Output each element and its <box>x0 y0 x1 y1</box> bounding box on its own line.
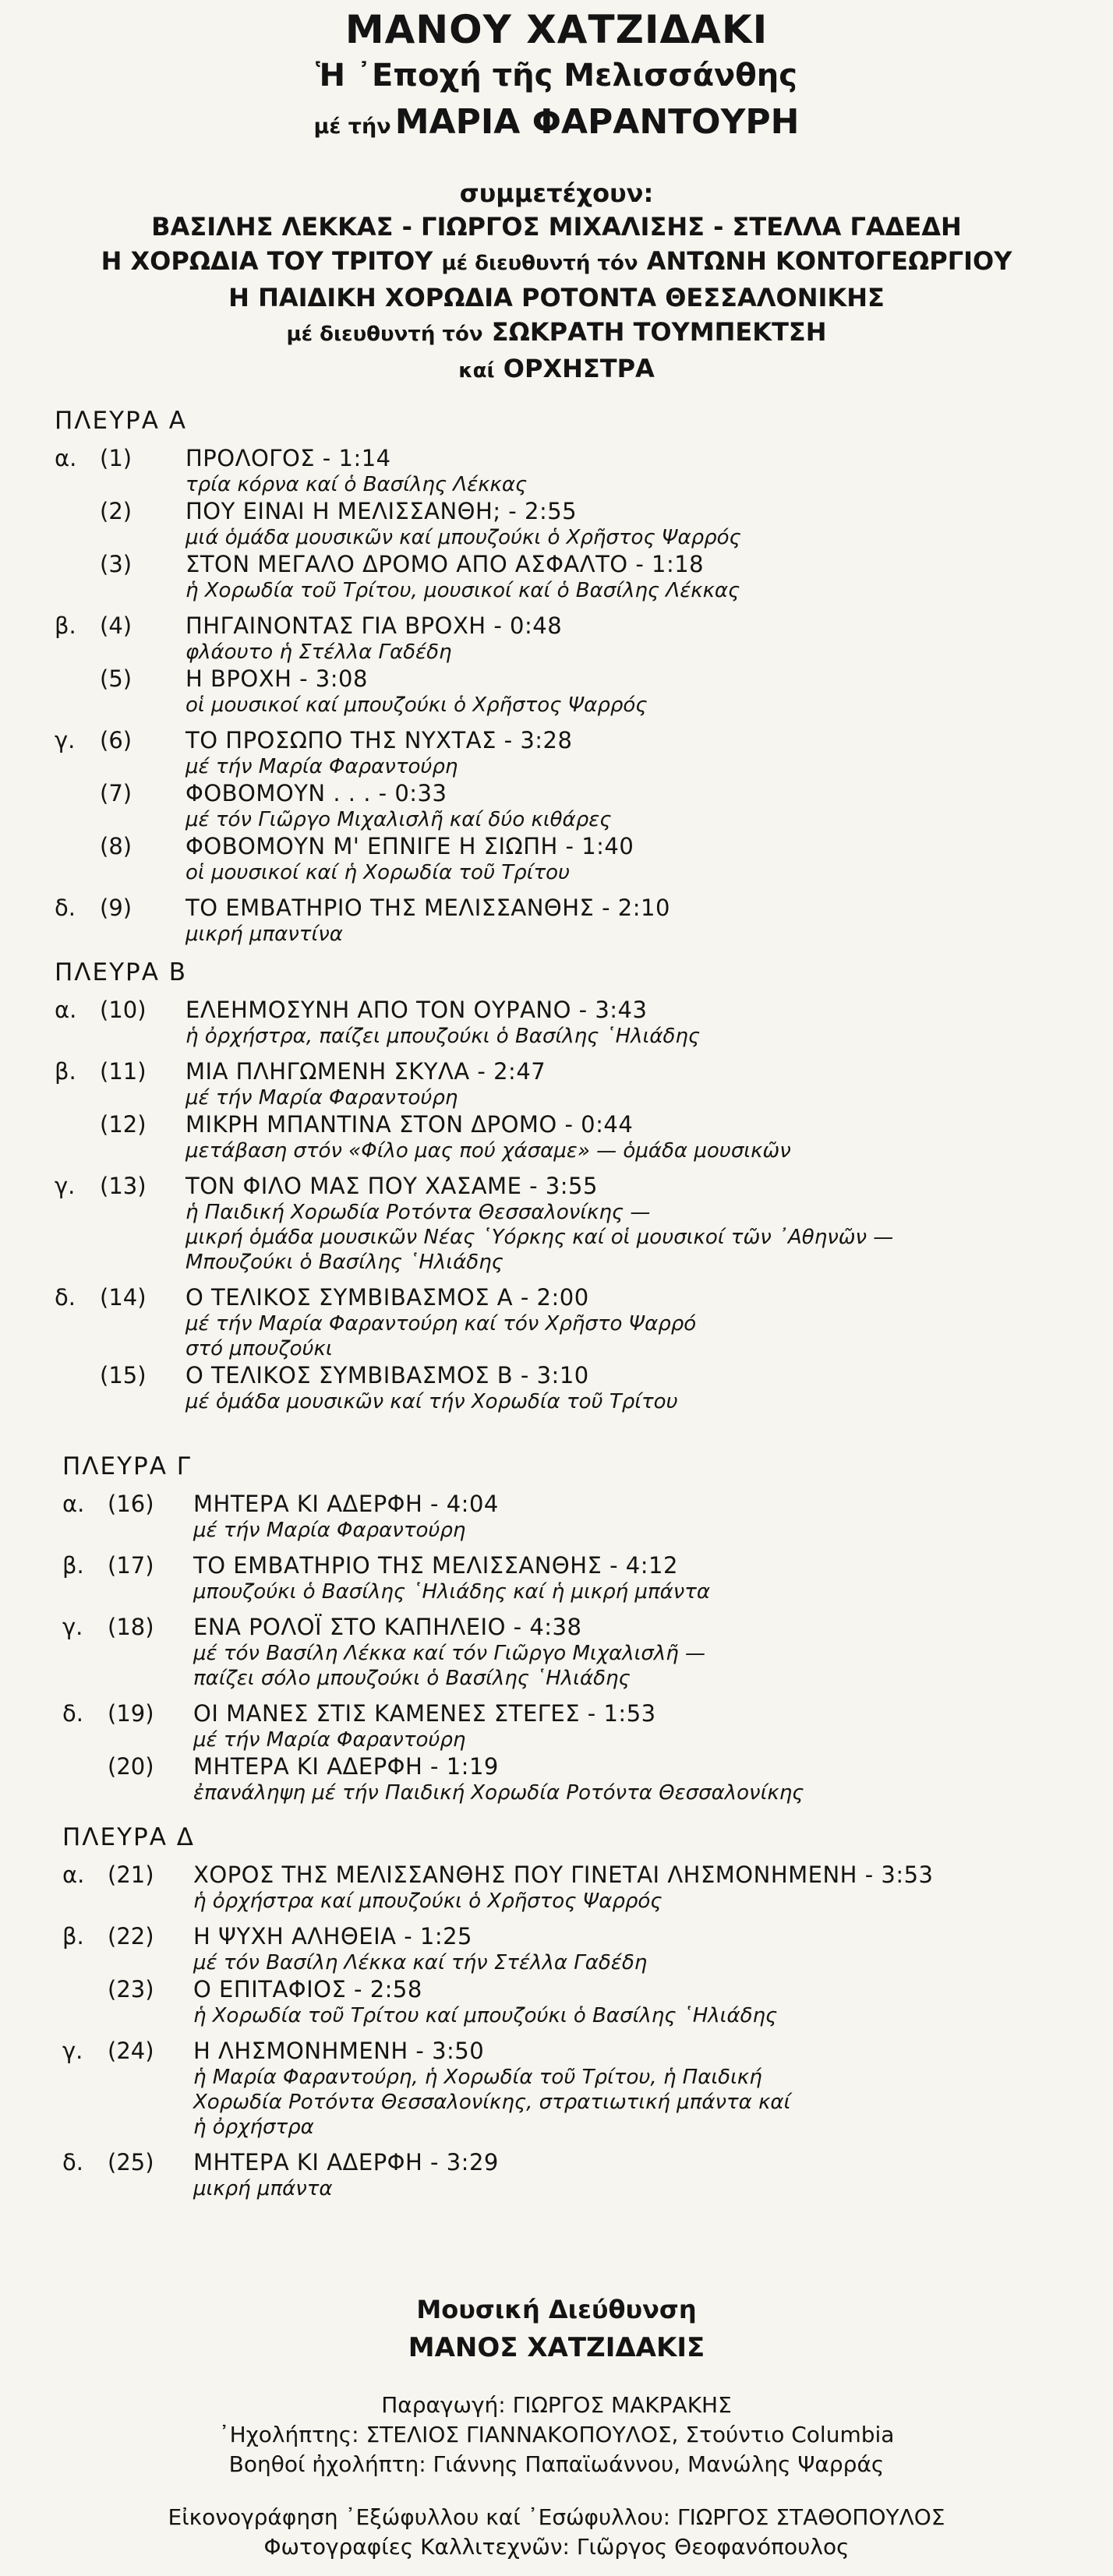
track-title: ΟΙ ΜΑΝΕΣ ΣΤΙΣ ΚΑΜΕΝΕΣ ΣΤΕΓΕΣ - 1:53 <box>193 1700 656 1727</box>
track-number: (18) <box>108 1614 154 1640</box>
track-body <box>186 1172 1091 1275</box>
track-note: μπουζούκι ὁ Βασίλης ῾Ηλιάδης καί ἡ μικρή μπάντα <box>193 1580 711 1604</box>
choir-1-line <box>0 244 1113 281</box>
track-row <box>55 832 1091 885</box>
track-row <box>55 996 1091 1049</box>
track-body <box>186 1283 1091 1361</box>
track-title: Ο ΤΕΛΙΚΟΣ ΣΥΜΒΙΒΑΣΜΟΣ Α - 2:00 <box>186 1284 589 1311</box>
track-letter: α. <box>62 1491 85 1517</box>
track-body <box>193 2037 1107 2140</box>
photos-name: Γιῶργος Θεοφανόπουλος <box>576 2534 850 2560</box>
participants-label: συμμετέχουν: <box>459 178 654 208</box>
track-row <box>55 1283 1091 1361</box>
track-note: στό μπουζούκι <box>186 1337 333 1360</box>
track-row <box>62 1861 1107 1914</box>
cover-line <box>0 2503 1113 2532</box>
track-letter: α. <box>55 445 77 471</box>
track-row <box>55 894 1091 947</box>
track-note: ἡ Χορωδία τοῦ Τρίτου, μουσικοί καί ὁ Βασίλης Λέκκας <box>186 579 740 602</box>
cover-name: ΓΙΩΡΓΟΣ ΣΤΑΘΟΠΟΥΛΟΣ <box>677 2504 945 2530</box>
assistants-label: Βοηθοί ἠχολήπτη: <box>228 2451 426 2477</box>
track-note: ἡ ὀρχήστρα <box>193 2115 314 2139</box>
choir-1-name: Η ΧΟΡΩΔΙΑ ΤΟΥ ΤΡΙΤΟΥ <box>101 246 433 276</box>
track-number: (24) <box>108 2038 154 2064</box>
engineer-name: ΣΤΕΛΙΟΣ ΓΙΑΝΝΑΚΟΠΟΥΛΟΣ, Στούντιο Columbia <box>366 2422 895 2447</box>
track-note: μετάβαση στόν «Φίλο μας πού χάσαμε» — ὁμάδα μουσικῶν <box>186 1139 791 1163</box>
track-row <box>55 612 1091 665</box>
track-note: ἡ Παιδική Χορωδία Ροτόντα Θεσσαλονίκης — <box>186 1201 651 1224</box>
track-body <box>186 612 1091 665</box>
track-title: ΠΟΥ ΕΙΝΑΙ Η ΜΕΛΙΣΣΑΝΘΗ; - 2:55 <box>186 498 578 524</box>
track-letter: δ. <box>55 1284 76 1311</box>
track-body <box>186 996 1091 1049</box>
track-body <box>193 1613 1099 1691</box>
track-title: ΜΗΤΕΡΑ ΚΙ ΑΔΕΡΦΗ - 1:19 <box>193 1753 499 1780</box>
track-row <box>62 1975 1107 2028</box>
track-body <box>186 726 1091 779</box>
track-row <box>55 665 1091 718</box>
track-row <box>62 1490 1099 1543</box>
track-body <box>186 550 1091 603</box>
track-note: μικρή ὁμάδα μουσικῶν Νέας ῾Υόρκης καί οἱ μουσικοί τῶν ᾿Αθηνῶν — <box>186 1226 894 1249</box>
track-note: μέ τήν Μαρία Φαραντούρη <box>186 755 458 778</box>
track-letter: α. <box>55 997 77 1023</box>
side-b <box>55 957 1091 1414</box>
track-body <box>193 2148 1107 2201</box>
engineer-line <box>0 2420 1113 2450</box>
photos-line <box>0 2532 1113 2562</box>
track-note: φλάουτο ἡ Στέλλα Γαδέδη <box>186 640 452 664</box>
track-title: ΜΙΚΡΗ ΜΠΑΝΤΙΝΑ ΣΤΟΝ ΔΡΟΜΟ - 0:44 <box>186 1111 634 1138</box>
track-title: ΠΡΟΛΟΓΟΣ - 1:14 <box>186 445 391 471</box>
track-row <box>62 1613 1099 1691</box>
track-letter: α. <box>62 1861 85 1888</box>
track-note: μέ τήν Μαρία Φαραντούρη <box>186 1086 458 1110</box>
track-title: ΕΛΕΗΜΟΣΥΝΗ ΑΠΟ ΤΟΝ ΟΥΡΑΝΟ - 3:43 <box>186 997 648 1023</box>
track-body <box>193 1551 1099 1604</box>
track-number: (3) <box>100 551 132 577</box>
track-letter: δ. <box>62 2149 83 2175</box>
side-d <box>62 1822 1107 2201</box>
side-a <box>55 405 1091 947</box>
orchestra-line <box>0 351 1113 388</box>
cover-label: Εἰκονογράφηση ᾿Εξώφυλλου καί ᾿Εσώφυλλου: <box>168 2504 671 2530</box>
choir-2-director: ΣΩΚΡΑΤΗ ΤΟΥΜΠΕΚΤΣΗ <box>491 317 827 347</box>
track-body <box>193 1922 1107 1975</box>
track-row <box>55 726 1091 779</box>
track-number: (21) <box>108 1861 154 1888</box>
track-title: Η ΒΡΟΧΗ - 3:08 <box>186 665 368 692</box>
track-number: (13) <box>100 1173 147 1199</box>
credits <box>0 2291 1113 2562</box>
featured-line <box>0 98 1113 154</box>
track-row <box>55 444 1091 497</box>
track-number: (22) <box>108 1923 154 1950</box>
track-note: μέ τήν Μαρία Φαραντούρη καί τόν Χρῆστο Ψαρρό <box>186 1312 697 1336</box>
track-number: (9) <box>100 895 132 921</box>
track-number: (10) <box>100 997 147 1023</box>
track-number: (17) <box>108 1552 154 1579</box>
track-letter: γ. <box>62 2038 83 2064</box>
track-note: τρία κόρνα καί ὁ Βασίλης Λέκκας <box>186 473 528 496</box>
track-title: ΧΟΡΟΣ ΤΗΣ ΜΕΛΙΣΣΑΝΘΗΣ ΠΟΥ ΓΙΝΕΤΑΙ ΛΗΣΜΟΝΗΜΕΝΗ - 3:53 <box>193 1861 934 1888</box>
track-number: (5) <box>100 665 132 692</box>
track-number: (1) <box>100 445 132 471</box>
track-body <box>193 1699 1099 1752</box>
track-row <box>55 1057 1091 1110</box>
track-note: Χορωδία Ροτόντα Θεσσαλονίκης, στρατιωτική μπάντα καί <box>193 2091 791 2114</box>
track-note: μέ ὁμάδα μουσικῶν καί τήν Χορωδία τοῦ Τρίτου <box>186 1390 678 1413</box>
track-letter: δ. <box>55 895 76 921</box>
track-body <box>186 444 1091 497</box>
track-note: παίζει σόλο μπουζούκι ὁ Βασίλης ῾Ηλιάδης <box>193 1667 631 1690</box>
track-letter: β. <box>62 1923 84 1950</box>
track-number: (2) <box>100 498 132 524</box>
track-title: ΤΟ ΕΜΒΑΤΗΡΙΟ ΤΗΣ ΜΕΛΙΣΣΑΝΘΗΣ - 4:12 <box>193 1552 678 1579</box>
track-title: ΠΗΓΑΙΝΟΝΤΑΣ ΓΙΑ ΒΡΟΧΗ - 0:48 <box>186 612 563 639</box>
participants-list: ΒΑΣΙΛΗΣ ΛΕΚΚΑΣ - ΓΙΩΡΓΟΣ ΜΙΧΑΛΙΣΗΣ - ΣΤΕΛΛΑ ΓΑΔΕΔΗ <box>151 212 962 242</box>
track-note: ἡ ὀρχήστρα καί μπουζούκι ὁ Χρῆστος Ψαρρός <box>193 1890 662 1913</box>
track-row <box>62 2148 1107 2201</box>
production-label: Παραγωγή: <box>381 2392 506 2418</box>
track-body <box>193 1861 1107 1914</box>
track-title: ΦΟΒΟΜΟΥΝ . . . - 0:33 <box>186 780 447 806</box>
production-name: ΓΙΩΡΓΟΣ ΜΑΚΡΑΚΗΣ <box>512 2392 732 2418</box>
track-row <box>62 1922 1107 1975</box>
track-row <box>62 1551 1099 1604</box>
album-title: Ἡ ᾿Εποχή τῆς Μελισσάνθης <box>316 58 797 94</box>
choir-2-director-line <box>0 315 1113 351</box>
track-letter: β. <box>55 1058 76 1085</box>
track-title: ΜΙΑ ΠΛΗΓΩΜΕΝΗ ΣΚΥΛΑ - 2:47 <box>186 1058 546 1085</box>
track-letter: γ. <box>62 1614 83 1640</box>
credits-spacer <box>0 2479 1113 2503</box>
track-title: ΜΗΤΕΡΑ ΚΙ ΑΔΕΡΦΗ - 3:29 <box>193 2149 499 2175</box>
music-direction-label: Μουσική Διεύθυνση <box>416 2295 697 2324</box>
track-note: μέ τόν Βασίλη Λέκκα καί τήν Στέλλα Γαδέδη <box>193 1951 648 1974</box>
track-row <box>55 1172 1091 1275</box>
track-row <box>55 550 1091 603</box>
choir-1-mid: μέ διευθυντή τόν <box>441 252 638 275</box>
track-number: (7) <box>100 780 132 806</box>
track-number: (6) <box>100 727 132 753</box>
side-title: ΠΛΕΥΡΑ Β <box>55 958 188 986</box>
track-number: (14) <box>100 1284 147 1311</box>
engineer-label: ᾿Ηχολήπτης: <box>218 2422 359 2447</box>
track-note: μιά ὁμάδα μουσικῶν καί μπουζούκι ὁ Χρῆστος Ψαρρός <box>186 526 741 549</box>
track-row <box>55 1361 1091 1414</box>
orchestra-prefix: καί <box>458 359 495 383</box>
side-title: ΠΛΕΥΡΑ Δ <box>62 1823 196 1851</box>
track-note: μέ τήν Μαρία Φαραντούρη <box>193 1728 466 1752</box>
featured-artist: ΜΑΡΙΑ ΦΑΡΑΝΤΟΥΡΗ <box>394 102 800 142</box>
track-body <box>186 779 1091 832</box>
track-note: ἡ Μαρία Φαραντούρη, ἡ Χορωδία τοῦ Τρίτου, ἡ Παιδική <box>193 2066 762 2089</box>
composer-title: ΜΑΝΟΥ ΧΑΤΖΙΔΑΚΙ <box>344 7 768 52</box>
track-note: οἱ μουσικοί καί μπουζούκι ὁ Χρῆστος Ψαρρός <box>186 693 648 717</box>
track-title: Η ΨΥΧΗ ΑΛΗΘΕΙΑ - 1:25 <box>193 1923 473 1950</box>
credits-spacer <box>0 2367 1113 2391</box>
side-title: ΠΛΕΥΡΑ Γ <box>62 1452 193 1480</box>
assistants-line <box>0 2450 1113 2479</box>
track-number: (16) <box>108 1491 154 1517</box>
track-row <box>55 779 1091 832</box>
photos-label: Φωτογραφίες Καλλιτεχνῶν: <box>263 2534 570 2560</box>
track-note: μικρή μπάντα <box>193 2177 333 2200</box>
track-letter: β. <box>55 612 76 639</box>
music-director: ΜΑΝΟΣ ΧΑΤΖΙΔΑΚΙΣ <box>408 2332 705 2363</box>
track-number: (23) <box>108 1976 154 2003</box>
side-title: ΠΛΕΥΡΑ Α <box>55 407 188 435</box>
choir-2-name: Η ΠΑΙΔΙΚΗ ΧΟΡΩΔΙΑ ΡΟΤΟΝΤΑ ΘΕΣΣΑΛΟΝΙΚΗΣ <box>228 283 885 312</box>
track-number: (12) <box>100 1111 147 1138</box>
track-letter: γ. <box>55 727 76 753</box>
album-header <box>0 6 1113 388</box>
track-row <box>55 1110 1091 1163</box>
track-row <box>62 1699 1099 1752</box>
track-title: Ο ΤΕΛΙΚΟΣ ΣΥΜΒΙΒΑΣΜΟΣ Β - 3:10 <box>186 1362 589 1389</box>
assistants-names: Γιάννης Παπαϊωάννου, Μανώλης Ψαρράς <box>433 2451 885 2477</box>
track-title: ΜΗΤΕΡΑ ΚΙ ΑΔΕΡΦΗ - 4:04 <box>193 1491 499 1517</box>
track-note: ἐπανάληψη μέ τήν Παιδική Χορωδία Ροτόντα Θεσσαλονίκης <box>193 1781 804 1805</box>
track-body <box>193 1975 1107 2028</box>
track-letter: γ. <box>55 1173 76 1199</box>
track-title: ΤΟΝ ΦΙΛΟ ΜΑΣ ΠΟΥ ΧΑΣΑΜΕ - 3:55 <box>186 1173 598 1199</box>
track-note: Μπουζούκι ὁ Βασίλης ῾Ηλιάδης <box>186 1251 504 1274</box>
track-number: (11) <box>100 1058 147 1085</box>
track-note: μέ τόν Γιῶργο Μιχαλισλῆ καί δύο κιθάρες <box>186 808 612 831</box>
with-prefix: μέ τήν <box>313 115 391 139</box>
choir-1-director: ΑΝΤΩΝΗ ΚΟΝΤΟΓΕΩΡΓΙΟΥ <box>646 246 1012 276</box>
track-note: μέ τόν Βασίλη Λέκκα καί τόν Γιῶργο Μιχαλισλῆ — <box>193 1642 706 1665</box>
track-number: (19) <box>108 1700 154 1727</box>
track-number: (8) <box>100 833 132 859</box>
track-note: ἡ ὀρχήστρα, παίζει μπουζούκι ὁ Βασίλης ῾Ηλιάδης <box>186 1025 701 1048</box>
track-body <box>186 1057 1091 1110</box>
track-row <box>62 2037 1107 2140</box>
track-body <box>186 497 1091 550</box>
orchestra: ΟΡΧΗΣΤΡΑ <box>503 354 655 383</box>
track-body <box>186 894 1091 947</box>
track-body <box>186 665 1091 718</box>
track-body <box>186 1110 1091 1163</box>
track-number: (20) <box>108 1753 154 1780</box>
track-title: ΤΟ ΠΡΟΣΩΠΟ ΤΗΣ ΝΥΧΤΑΣ - 3:28 <box>186 727 573 753</box>
track-body <box>186 1361 1091 1414</box>
track-title: ΦΟΒΟΜΟΥΝ Μ' ΕΠΝΙΓΕ Η ΣΙΩΠΗ - 1:40 <box>186 833 634 859</box>
track-title: ΤΟ ΕΜΒΑΤΗΡΙΟ ΤΗΣ ΜΕΛΙΣΣΑΝΘΗΣ - 2:10 <box>186 895 670 921</box>
track-note: ἡ Χορωδία τοῦ Τρίτου καί μπουζούκι ὁ Βασίλης ῾Ηλιάδης <box>193 2004 778 2027</box>
track-title: ΣΤΟΝ ΜΕΓΑΛΟ ΔΡΟΜΟ ΑΠΟ ΑΣΦΑΛΤΟ - 1:18 <box>186 551 705 577</box>
track-letter: β. <box>62 1552 84 1579</box>
track-note: οἱ μουσικοί καί ἡ Χορωδία τοῦ Τρίτου <box>186 861 571 884</box>
track-title: Ο ΕΠΙΤΑΦΙΟΣ - 2:58 <box>193 1976 422 2003</box>
track-note: μέ τήν Μαρία Φαραντούρη <box>193 1519 466 1542</box>
track-row <box>55 497 1091 550</box>
choir-2-mid: μέ διευθυντή τόν <box>286 323 483 346</box>
track-note: μικρή μπαντίνα <box>186 923 343 946</box>
track-number: (25) <box>108 2149 154 2175</box>
track-letter: δ. <box>62 1700 83 1727</box>
track-title: Η ΛΗΣΜΟΝΗΜΕΝΗ - 3:50 <box>193 2038 485 2064</box>
track-body <box>193 1490 1099 1543</box>
track-number: (4) <box>100 612 132 639</box>
track-body <box>193 1752 1099 1805</box>
side-c <box>62 1451 1099 1805</box>
track-title: ΕΝΑ ΡΟΛΟΪ ΣΤΟ ΚΑΠΗΛΕΙΟ - 4:38 <box>193 1614 582 1640</box>
track-body <box>186 832 1091 885</box>
track-row <box>62 1752 1099 1805</box>
production-line <box>0 2391 1113 2420</box>
track-number: (15) <box>100 1362 147 1389</box>
